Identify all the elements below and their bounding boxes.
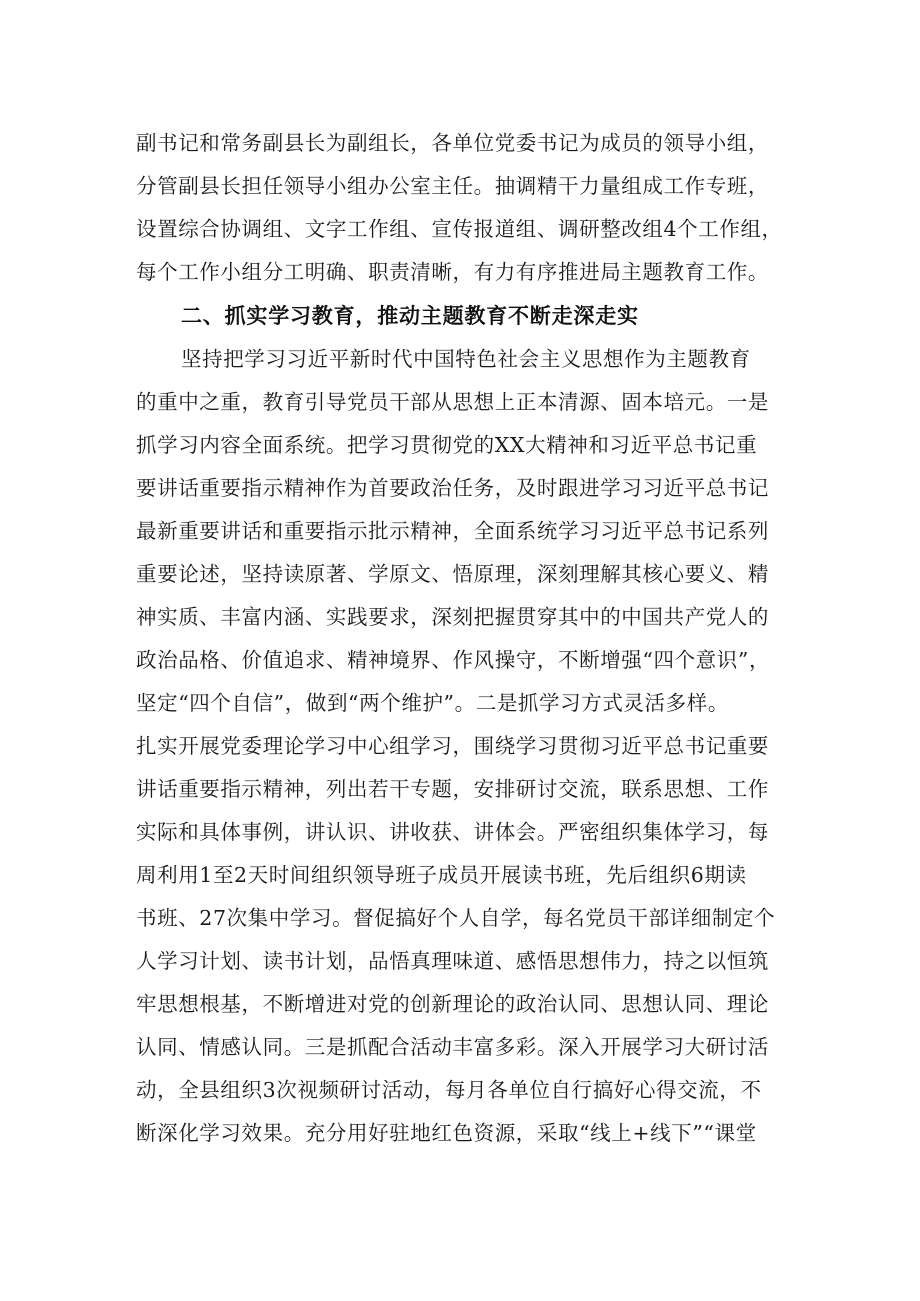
text-line: 坚持把学习习近平新时代中国特色社会主义思想作为主题教育 <box>181 347 751 371</box>
text-line: 断深化学习效果。充分用好驻地红色资源，采取“线上+线下”“课堂 <box>136 1121 757 1145</box>
text-line: 认同、情感认同。三是抓配合活动丰富多彩。深入开展学习大研讨活 <box>136 1035 769 1059</box>
text-line: 实际和具体事例，讲认识、讲收获、讲体会。严密组织集体学习，每 <box>136 820 769 844</box>
text-line: 要讲话重要指示精神作为首要政治任务，及时跟进学习习近平总书记 <box>136 476 769 500</box>
text-line: 书班、27次集中学习。督促搞好个人自学，每名党员干部详细制定个 <box>136 906 776 930</box>
text-line: 人学习计划、读书计划，品悟真理味道、感悟思想伟力，持之以恒筑 <box>136 949 769 973</box>
text-line: 分管副县长担任领导小组办公室主任。抽调精干力量组成工作专班， <box>136 174 769 198</box>
text-line: 的重中之重，教育引导党员干部从思想上正本清源、固本培元。一是 <box>136 390 769 414</box>
text-line: 每个工作小组分工明确、职责清晰，有力有序推进局主题教育工作。 <box>136 260 769 284</box>
section-heading-text: 二、抓实学习教育，推动主题教育不断走深走实 <box>181 304 639 328</box>
text-line: 副书记和常务副县长为副组长，各单位党委书记为成员的领导小组， <box>136 131 769 155</box>
text-line: 坚定“四个自信”，做到“两个维护”。二是抓学习方式灵活多样。 <box>136 691 729 715</box>
text-line: 最新重要讲话和重要指示批示精神，全面系统学习习近平总书记系列 <box>136 519 769 543</box>
text-line: 讲话重要指示精神，列出若干专题，安排研讨交流，联系思想、工作 <box>136 777 769 801</box>
text-line: 抓学习内容全面系统。把学习贯彻党的XX大精神和习近平总书记重 <box>136 433 758 457</box>
text-line: 设置综合协调组、文字工作组、宣传报道组、调研整改组4个工作组， <box>136 217 783 241</box>
text-line: 政治品格、价值追求、精神境界、作风操守，不断增强“四个意识”， <box>136 648 771 672</box>
text-line: 周利用1至2天时间组织领导班子成员开展读书班，先后组织6期读 <box>136 863 747 887</box>
text-line: 重要论述，坚持读原著、学原文、悟原理，深刻理解其核心要义、精 <box>136 562 769 586</box>
text-line: 动，全县组织3次视频研讨活动，每月各单位自行搞好心得交流，不 <box>136 1078 762 1102</box>
text-line: 扎实开展党委理论学习中心组学习，围绕学习贯彻习近平总书记重要 <box>136 734 769 758</box>
text-line: 牢思想根基，不断增进对党的创新理论的政治认同、思想认同、理论 <box>136 992 769 1016</box>
text-line: 神实质、丰富内涵、实践要求，深刻把握贯穿其中的中国共产党人的 <box>136 605 769 629</box>
